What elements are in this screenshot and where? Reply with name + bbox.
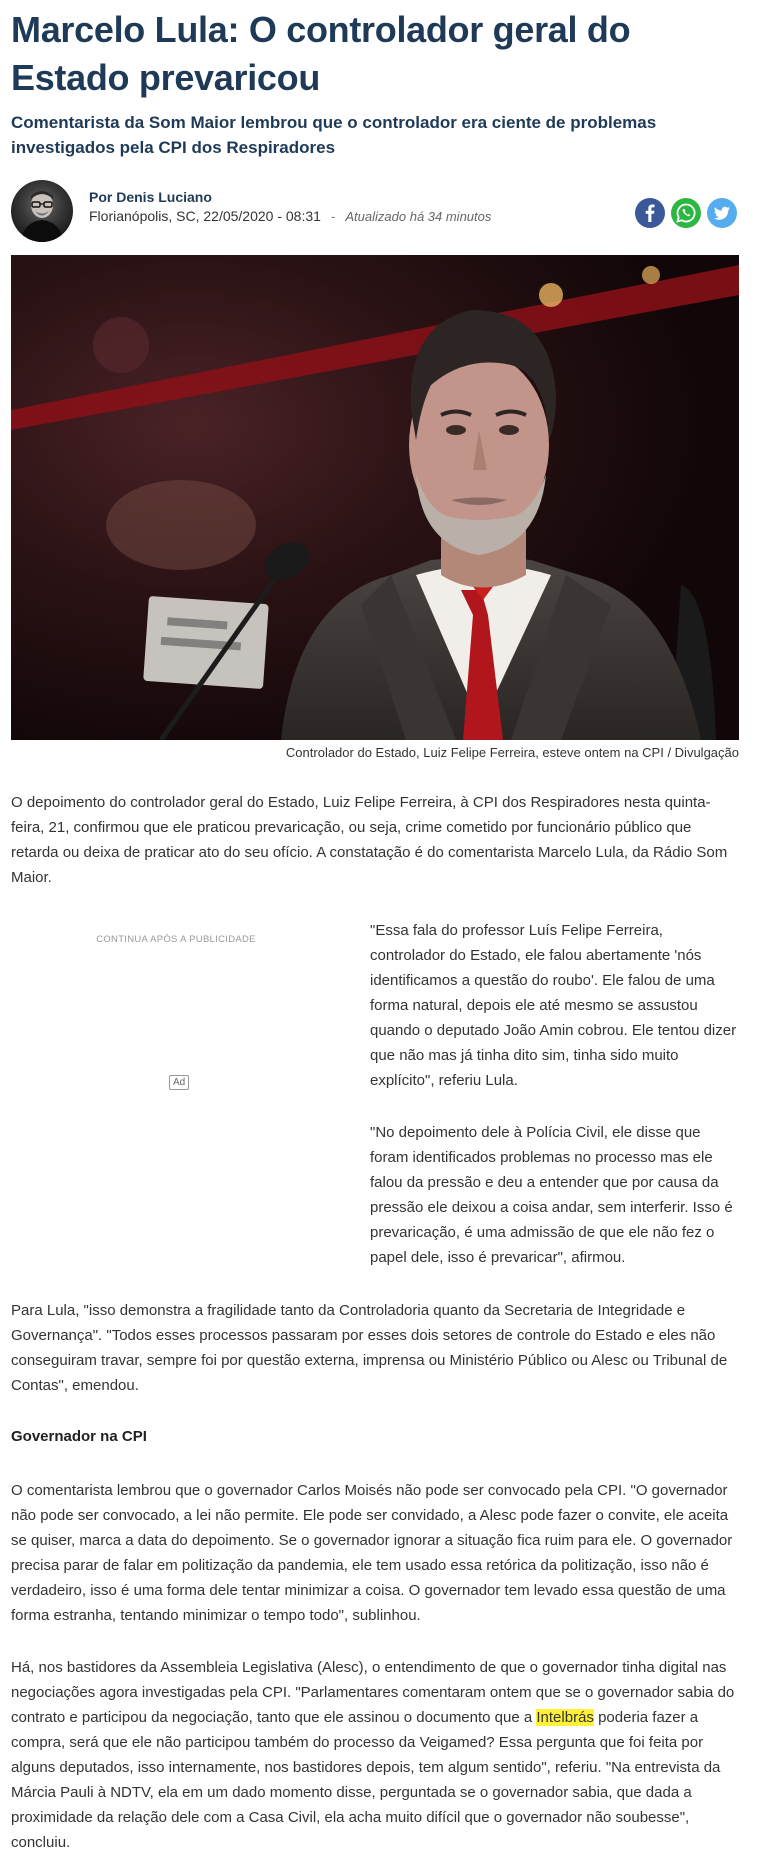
ad-badge[interactable]: Ad: [169, 1075, 189, 1090]
quote-1: "Essa fala do professor Luís Felipe Ferreira, controlador do Estado, ele falou abertamente 'nós identificamos a questão do roubo'. Ele falou de uma forma natural, depois ele até mesmo se assustou quando o deputado João Amin cobrou. Ele tentou dizer que não mas já tinha dito sim, tinha sido muito explícito", referiu Lula.: [370, 922, 737, 1089]
author-name[interactable]: Por Denis Luciano: [89, 189, 212, 205]
paragraph-3: O comentarista lembrou que o governador Carlos Moisés não pode ser convocado pela CPI. "O governador não pode ser convocado, a lei não permite. Ele pode ser convidado, a Alesc pode fazer o convite, ele aceita se quiser, marca a data do depoimento. Se o governador ignorar a situação fica ruim para ele. O governador precisa parar de falar em politização da pandemia, ele tem usado essa retórica da politização, isso não é verdadeiro, isso é uma forma dele tentar minimizar a coisa. O governador tem levado essa questão de uma forma estranha, tentando minimizar o tempo todo", sublinhou.: [11, 1482, 733, 1624]
paragraph-4-end: poderia fazer a compra, será que ele não participou também do processo da Veigamed? Essa pergunta que foi feita por alguns deputados, isso internamente, nos bastidores depois, tem algum sentido", referiu. "Na entrevista da Márcia Pauli à NDTV, ela em um dado momento disse, perguntada se o governador sabia, que dada a proximidade da relação dele com a Casa Civil, ela acha muito difícil que o governador não soubesse", concluiu.: [11, 1709, 721, 1851]
paragraph-4: [11, 1655, 741, 1855]
share-facebook-button[interactable]: [635, 198, 665, 228]
article-meta: [89, 208, 491, 224]
author-avatar[interactable]: [11, 180, 73, 242]
photo-caption: Controlador do Estado, Luiz Felipe Ferreira, esteve ontem na CPI / Divulgação: [285, 745, 739, 760]
twitter-icon: [707, 198, 737, 228]
facebook-icon: [635, 198, 665, 228]
section-title-governador: Governador na CPI: [11, 1428, 147, 1445]
paragraph-2: Para Lula, "isso demonstra a fragilidade tanto da Controladoria quanto da Secretaria de Integridade e Governança". "Todos esses processos passaram por esses dois setores de controle do Estado e eles não conseguiram travar, sempre foi por questão externa, imprensa ou Ministério Público ou Alesc ou Tribunal de Contas", emendou.: [11, 1302, 728, 1394]
ad-label: CONTINUA APÓS A PUBLICIDADE: [96, 934, 256, 945]
paragraph-4-start: Há, nos bastidores da Assembleia Legislativa (Alesc), o entendimento de que o governador tinha digital nas negociações agora investigadas pela CPI. "Parlamentares comentaram ontem que se o governador sabia do contrato e participou da negociação, tanto que ele assinou o documento que a: [11, 1659, 735, 1726]
paragraph-1: O depoimento do controlador geral do Estado, Luiz Felipe Ferreira, à CPI dos Respiradores nesta quinta-feira, 21, confirmou que ele praticou prevaricação, ou seja, crime cometido por funcionário público que retarda ou deixa de praticar ato do seu ofício. A constatação é do comentarista Marcelo Lula, da Rádio Som Maior.: [11, 794, 728, 886]
highlighted-term-intelbras[interactable]: Intelbrás: [536, 1709, 594, 1726]
ad-slot[interactable]: [11, 900, 341, 1280]
article-photo[interactable]: [11, 255, 739, 740]
article-subtitle: Comentarista da Som Maior lembrou que o controlador era ciente de problemas investigados pela CPI dos Respiradores: [11, 113, 657, 157]
location-date: Florianópolis, SC, 22/05/2020 - 08:31: [89, 208, 321, 224]
article-title: Marcelo Lula: O controlador geral do Estado prevaricou: [11, 9, 631, 98]
whatsapp-icon: [671, 198, 701, 228]
share-whatsapp-button[interactable]: [671, 198, 701, 228]
share-twitter-button[interactable]: [707, 198, 737, 228]
photo-controller-at-cpi: [11, 255, 739, 740]
updated-time: Atualizado há 34 minutos: [345, 209, 492, 224]
author-block: [11, 180, 746, 244]
quote-2: "No depoimento dele à Polícia Civil, ele disse que foram identificados problemas no processo mas ele falou da pressão e deu a entender que por causa da pressão ele deixou a coisa andar, sem interferir. Isso é prevaricação, é uma admissão de que ele não fez o papel dele, isso é prevaricar", afirmou.: [370, 1124, 733, 1266]
meta-separator: -: [330, 208, 336, 224]
